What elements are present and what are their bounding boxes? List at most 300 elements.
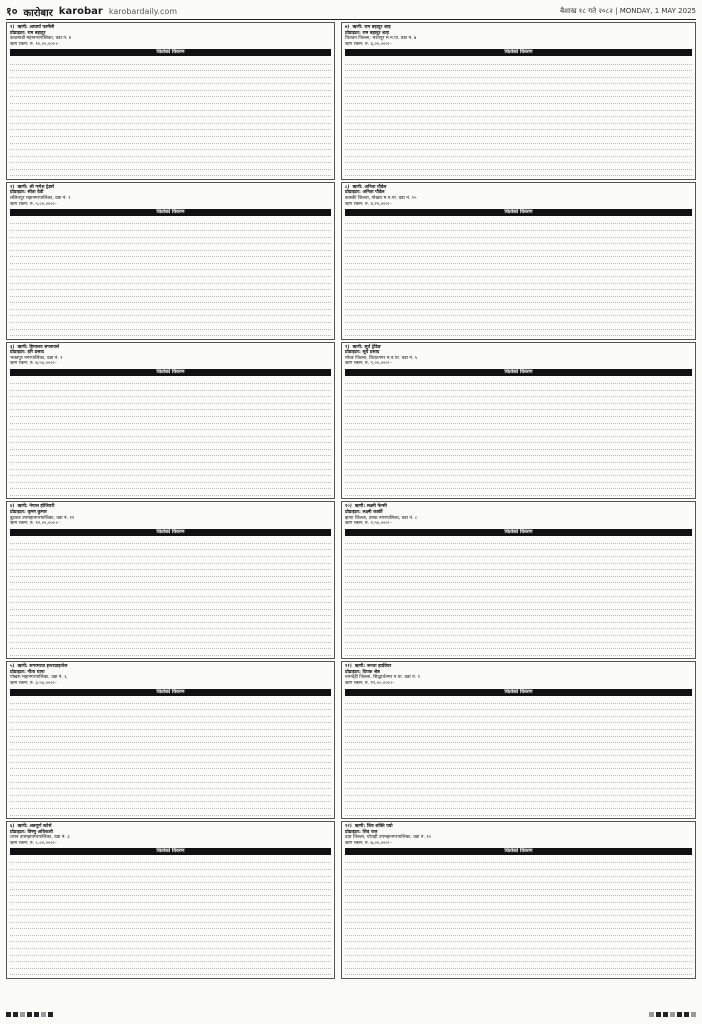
- text-line: [345, 330, 692, 336]
- text-line: [345, 291, 692, 297]
- collateral-text-block: [10, 218, 331, 336]
- text-line: [345, 72, 692, 78]
- text-line: [10, 157, 331, 163]
- text-line: [345, 538, 692, 544]
- text-line: [10, 58, 331, 64]
- text-line: [345, 936, 692, 942]
- collateral-text-block: [345, 538, 692, 656]
- text-line: [345, 470, 692, 476]
- address-line: ललितपुर महानगरपालिका, वडा नं. ९: [10, 195, 71, 201]
- text-line: [345, 437, 692, 443]
- text-line: [345, 776, 692, 782]
- text-line: [345, 457, 692, 463]
- section-title: कारोबार: [23, 7, 53, 19]
- page-number: १०: [6, 5, 18, 18]
- address-line: धरान उपमहानगरपालिका, वडा नं. ३: [10, 835, 70, 841]
- text-line: [10, 437, 331, 443]
- text-line: [345, 730, 692, 736]
- notice-number: ७): [345, 25, 350, 30]
- loan-amount: ऋण रकम: रु. ९,००,०००।–: [345, 361, 392, 367]
- text-line: [345, 577, 692, 583]
- footer-marks: [6, 1012, 696, 1020]
- text-line: [345, 297, 692, 303]
- text-line: [345, 164, 692, 170]
- text-line: [345, 264, 692, 270]
- text-line: [345, 870, 692, 876]
- text-line: [10, 404, 331, 410]
- text-line: [10, 643, 331, 649]
- text-line: [345, 483, 692, 489]
- text-line: [10, 776, 331, 782]
- notice-entry: [6, 661, 335, 819]
- collateral-text-block: [345, 698, 692, 816]
- notice-entry: [6, 182, 335, 340]
- text-line: [345, 124, 692, 130]
- text-line: [10, 411, 331, 417]
- text-line: [10, 936, 331, 942]
- text-line: [10, 717, 331, 723]
- collateral-text-block: [345, 218, 692, 336]
- text-line: [10, 969, 331, 975]
- proprietor-name: प्रोप्राइटर: सूर्य प्रसाद: [345, 350, 380, 356]
- text-line: [345, 378, 692, 384]
- text-line: [10, 144, 331, 150]
- text-line: [10, 551, 331, 557]
- text-line: [10, 730, 331, 736]
- text-line: [345, 857, 692, 863]
- text-line: [345, 551, 692, 557]
- text-line: [10, 630, 331, 636]
- text-line: [345, 711, 692, 717]
- left-column: [6, 22, 335, 1008]
- text-line: [345, 284, 692, 290]
- text-line: [10, 903, 331, 909]
- text-line: [345, 809, 692, 815]
- text-line: [345, 323, 692, 329]
- text-line: [10, 431, 331, 437]
- text-line: [10, 164, 331, 170]
- text-line: [345, 111, 692, 117]
- right-column: [341, 22, 696, 1008]
- notice-entry: [341, 821, 696, 979]
- text-line: [345, 411, 692, 417]
- text-line: [345, 58, 692, 64]
- text-line: [345, 757, 692, 763]
- text-line: [10, 623, 331, 629]
- text-line: [10, 943, 331, 949]
- collateral-text-block: [10, 538, 331, 656]
- text-line: [345, 963, 692, 969]
- proprietor-name: प्रोप्राइटर: राम बहादुर: [10, 30, 46, 36]
- text-line: [10, 870, 331, 876]
- text-line: [345, 783, 692, 789]
- text-line: [10, 864, 331, 870]
- text-line: [345, 796, 692, 802]
- notice-number: ९): [345, 344, 350, 350]
- notice-entry: [6, 342, 335, 500]
- text-line: [345, 943, 692, 949]
- collateral-heading: धितोको विवरण: [10, 529, 331, 536]
- text-line: [10, 884, 331, 890]
- collateral-heading: धितोको विवरण: [10, 848, 331, 855]
- notice-entry: [341, 342, 696, 500]
- text-line: [345, 770, 692, 776]
- collateral-text-block: [10, 857, 331, 975]
- text-line: [10, 890, 331, 896]
- address-line: रुपन्देही जिल्ला, सिद्धार्थनगर न.पा. वडा नं. १: [345, 675, 421, 681]
- text-line: [345, 636, 692, 642]
- text-line: [10, 118, 331, 124]
- proprietor-name: प्रोप्राइटर: लक्ष्मी कार्की: [345, 509, 383, 515]
- text-line: [345, 131, 692, 137]
- text-line: [10, 457, 331, 463]
- text-line: [345, 930, 692, 936]
- text-line: [345, 750, 692, 756]
- text-line: [10, 91, 331, 97]
- text-line: [10, 297, 331, 303]
- text-line: [345, 463, 692, 469]
- proprietor-name: प्रोप्राइटर: विष्णु अधिकारी: [10, 829, 53, 835]
- address-line: मोरङ जिल्ला, विराटनगर म.न.पा. वडा नं. ५: [345, 355, 418, 361]
- text-line: [10, 398, 331, 404]
- loan-amount: ऋण रकम: रु. ७,५०,०००।–: [10, 361, 57, 367]
- text-line: [345, 310, 692, 316]
- text-line: [10, 264, 331, 270]
- collateral-heading: धितोको विवरण: [345, 209, 692, 216]
- text-line: [345, 884, 692, 890]
- site-url: karobardaily.com: [108, 7, 178, 16]
- text-line: [345, 317, 692, 323]
- text-line: [345, 271, 692, 277]
- proprietor-name: प्रोप्राइटर: दिपक श्रेष्ठ: [345, 669, 380, 675]
- text-line: [345, 137, 692, 143]
- text-line: [10, 477, 331, 483]
- text-line: [10, 470, 331, 476]
- borrower-name: ऋणी: नेपाल होजियरी: [17, 504, 55, 510]
- borrower-name: ऋणी: राम बहादुर शाह: [352, 25, 391, 30]
- text-line: [345, 704, 692, 710]
- text-line: [10, 124, 331, 130]
- borrower-name: ऋणी: जनता हार्डवेयर: [354, 664, 392, 670]
- collateral-heading: धितोको विवरण: [10, 49, 331, 56]
- text-line: [10, 577, 331, 583]
- notice-number: ८): [345, 184, 350, 190]
- text-line: [10, 610, 331, 616]
- text-line: [10, 809, 331, 815]
- notice-entry: [341, 22, 696, 180]
- text-line: [10, 65, 331, 71]
- text-line: [345, 969, 692, 975]
- text-line: [345, 218, 692, 224]
- text-line: [345, 910, 692, 916]
- text-line: [345, 490, 692, 496]
- text-line: [345, 744, 692, 750]
- text-line: [10, 857, 331, 863]
- text-line: [10, 538, 331, 544]
- borrower-name: ऋणी: सगरमाथा इन्टरप्राइजेज: [17, 664, 68, 670]
- text-line: [345, 424, 692, 430]
- text-line: [345, 65, 692, 71]
- text-line: [10, 597, 331, 603]
- issue-date: बैशाख १८ गते २०८२ | MONDAY, 1 MAY 2025: [560, 7, 696, 15]
- text-line: [10, 698, 331, 704]
- text-line: [345, 698, 692, 704]
- text-line: [345, 949, 692, 955]
- text-line: [345, 590, 692, 596]
- text-line: [345, 604, 692, 610]
- borrower-name: ऋणी: अन्नपूर्ण स्टोर्स: [17, 823, 52, 829]
- text-line: [10, 544, 331, 550]
- text-line: [345, 923, 692, 929]
- text-line: [10, 244, 331, 250]
- text-line: [10, 170, 331, 176]
- text-line: [345, 803, 692, 809]
- text-line: [345, 717, 692, 723]
- text-line: [10, 757, 331, 763]
- text-line: [10, 78, 331, 84]
- text-line: [10, 617, 331, 623]
- text-line: [10, 636, 331, 642]
- text-line: [10, 724, 331, 730]
- borrower-name: ऋणी: लक्ष्मी फेन्सी: [354, 504, 387, 510]
- notice-entry: [6, 22, 335, 180]
- brand-name: karobar: [58, 6, 103, 17]
- loan-amount: ऋण रकम: रु. ८,००,०००।–: [10, 840, 57, 846]
- text-line: [345, 450, 692, 456]
- text-line: [345, 557, 692, 563]
- text-line: [10, 783, 331, 789]
- text-line: [10, 72, 331, 78]
- address-line: भक्तपुर नगरपालिका, वडा नं. २: [10, 355, 63, 361]
- address-line: काठमाडौं महानगरपालिका, वडा नं. ४: [10, 36, 72, 42]
- text-line: [345, 404, 692, 410]
- text-line: [345, 643, 692, 649]
- text-line: [10, 137, 331, 143]
- text-line: [10, 564, 331, 570]
- text-line: [345, 597, 692, 603]
- address-line: चितवन जिल्ला, भरतपुर म.न.पा. वडा नं. ७: [345, 36, 417, 42]
- masthead: [6, 4, 696, 20]
- text-line: [345, 916, 692, 922]
- loan-amount: ऋण रकम: रु. १०,००,०००।–: [10, 41, 60, 47]
- text-line: [345, 956, 692, 962]
- notice-number: ३): [10, 344, 15, 350]
- text-line: [10, 557, 331, 563]
- proprietor-name: प्रोप्राइटर: शिव राज: [345, 829, 378, 835]
- collateral-heading: धितोको विवरण: [345, 848, 692, 855]
- notice-number: १०): [345, 504, 352, 510]
- text-line: [10, 251, 331, 257]
- proprietor-name: प्रोप्राइटर: सीता देवी: [10, 190, 44, 196]
- loan-amount: ऋण रकम: रु. ११,००,०००।–: [345, 680, 395, 686]
- text-line: [10, 930, 331, 936]
- text-line: [10, 378, 331, 384]
- collateral-text-block: [10, 698, 331, 816]
- text-line: [345, 104, 692, 110]
- text-line: [10, 424, 331, 430]
- text-line: [10, 590, 331, 596]
- text-line: [10, 916, 331, 922]
- text-line: [10, 271, 331, 277]
- text-line: [345, 385, 692, 391]
- text-line: [10, 218, 331, 224]
- text-line: [10, 150, 331, 156]
- text-line: [345, 157, 692, 163]
- text-line: [10, 98, 331, 104]
- text-line: [345, 610, 692, 616]
- text-line: [10, 417, 331, 423]
- borrower-name: ऋणी: शिव शक्ति एग्रो: [354, 823, 393, 829]
- proprietor-name: प्रोप्राइटर: हरि प्रसाद: [10, 350, 44, 356]
- text-line: [10, 571, 331, 577]
- notice-entry: [6, 501, 335, 659]
- notice-number: १२): [345, 823, 352, 829]
- text-line: [10, 650, 331, 656]
- collateral-heading: धितोको विवरण: [345, 369, 692, 376]
- proprietor-name: प्रोप्राइटर: कृष्ण कुमार: [10, 509, 47, 515]
- text-line: [10, 258, 331, 264]
- collateral-text-block: [345, 857, 692, 975]
- registration-marks-left: [6, 1012, 53, 1020]
- text-line: [10, 704, 331, 710]
- loan-amount: ऋण रकम: रु. ६,००,०००।–: [345, 41, 392, 47]
- text-line: [345, 398, 692, 404]
- text-line: [345, 477, 692, 483]
- text-line: [10, 750, 331, 756]
- loan-amount: ऋण रकम: रु. २,५०,०००।–: [345, 521, 392, 527]
- collateral-text-block: [345, 378, 692, 496]
- notice-entry: [6, 821, 335, 979]
- text-line: [345, 903, 692, 909]
- text-line: [345, 118, 692, 124]
- text-line: [345, 877, 692, 883]
- loan-amount: ऋण रकम: रु. १२,००,०००।–: [10, 521, 60, 527]
- text-line: [345, 444, 692, 450]
- collateral-heading: धितोको विवरण: [345, 49, 692, 56]
- collateral-text-block: [345, 58, 692, 176]
- address-line: झापा जिल्ला, दमक नगरपालिका, वडा नं. ८: [345, 515, 418, 521]
- text-line: [10, 796, 331, 802]
- text-line: [345, 431, 692, 437]
- notice-number: २): [10, 184, 15, 190]
- text-line: [345, 225, 692, 231]
- text-line: [345, 564, 692, 570]
- collateral-heading: धितोको विवरण: [10, 689, 331, 696]
- text-line: [10, 304, 331, 310]
- text-line: [345, 244, 692, 250]
- text-line: [345, 238, 692, 244]
- text-line: [345, 78, 692, 84]
- text-line: [10, 963, 331, 969]
- proprietor-name: प्रोप्राइटर: राम बहादुर शाह: [345, 30, 389, 36]
- text-line: [10, 284, 331, 290]
- text-line: [345, 650, 692, 656]
- text-line: [345, 617, 692, 623]
- notice-number: ११): [345, 664, 352, 670]
- text-line: [10, 291, 331, 297]
- text-line: [10, 277, 331, 283]
- collateral-heading: धितोको विवरण: [345, 689, 692, 696]
- notice-number: ५): [10, 664, 15, 670]
- borrower-name: ऋणी: सूर्य ट्रेडिङ: [352, 344, 381, 350]
- text-line: [345, 630, 692, 636]
- text-line: [10, 85, 331, 91]
- text-line: [345, 98, 692, 104]
- text-line: [10, 483, 331, 489]
- text-line: [10, 463, 331, 469]
- text-line: [10, 737, 331, 743]
- text-line: [345, 170, 692, 176]
- text-line: [10, 444, 331, 450]
- text-line: [10, 310, 331, 316]
- text-line: [345, 144, 692, 150]
- text-line: [10, 770, 331, 776]
- text-line: [10, 111, 331, 117]
- address-line: पोखरा महानगरपालिका, वडा नं. ६: [10, 675, 67, 681]
- collateral-text-block: [10, 378, 331, 496]
- notice-number: ६): [10, 823, 15, 829]
- proprietor-name: प्रोप्राइटर: गीता थापा: [10, 669, 45, 675]
- notice-entry: [341, 182, 696, 340]
- text-line: [345, 85, 692, 91]
- loan-amount: ऋण रकम: रु. ७,००,०००।–: [345, 840, 392, 846]
- text-line: [10, 604, 331, 610]
- text-line: [10, 131, 331, 137]
- text-line: [10, 490, 331, 496]
- notice-number: ४): [10, 504, 15, 510]
- borrower-name: ऋणी: हिमालय सप्लायर्स: [17, 344, 59, 350]
- text-line: [345, 231, 692, 237]
- text-line: [10, 450, 331, 456]
- text-line: [10, 104, 331, 110]
- text-line: [345, 724, 692, 730]
- borrower-name: ऋणी: श्री गणेश ट्रेडर्स: [17, 184, 54, 190]
- collateral-heading: धितोको विवरण: [345, 529, 692, 536]
- text-line: [10, 949, 331, 955]
- text-line: [345, 150, 692, 156]
- text-line: [345, 417, 692, 423]
- text-line: [345, 897, 692, 903]
- borrower-name: ऋणी: आचार्य फार्मेसी: [17, 25, 55, 30]
- proprietor-name: प्रोप्राइटर: अनिता पौडेल: [345, 190, 385, 196]
- borrower-name: ऋणी: अनिता पौडेल: [352, 184, 387, 190]
- text-line: [10, 790, 331, 796]
- text-line: [345, 790, 692, 796]
- text-line: [345, 890, 692, 896]
- text-line: [10, 330, 331, 336]
- text-line: [345, 277, 692, 283]
- text-line: [10, 897, 331, 903]
- text-line: [10, 584, 331, 590]
- text-line: [10, 238, 331, 244]
- text-line: [10, 711, 331, 717]
- text-line: [345, 391, 692, 397]
- text-line: [10, 231, 331, 237]
- collateral-heading: धितोको विवरण: [10, 209, 331, 216]
- text-line: [345, 91, 692, 97]
- notice-number: १): [10, 25, 15, 30]
- address-line: बुटवल उपमहानगरपालिका, वडा नं. ११: [10, 515, 75, 521]
- text-line: [10, 225, 331, 231]
- loan-amount: ऋण रकम: रु. ५,००,०००।–: [10, 201, 57, 207]
- text-line: [10, 744, 331, 750]
- loan-amount: ऋण रकम: रु. ४,२५,०००।–: [345, 201, 392, 207]
- text-line: [345, 623, 692, 629]
- text-line: [10, 877, 331, 883]
- text-line: [10, 317, 331, 323]
- address-line: कास्की जिल्ला, पोखरा म.न.पा. वडा नं. १५: [345, 195, 417, 201]
- text-line: [345, 571, 692, 577]
